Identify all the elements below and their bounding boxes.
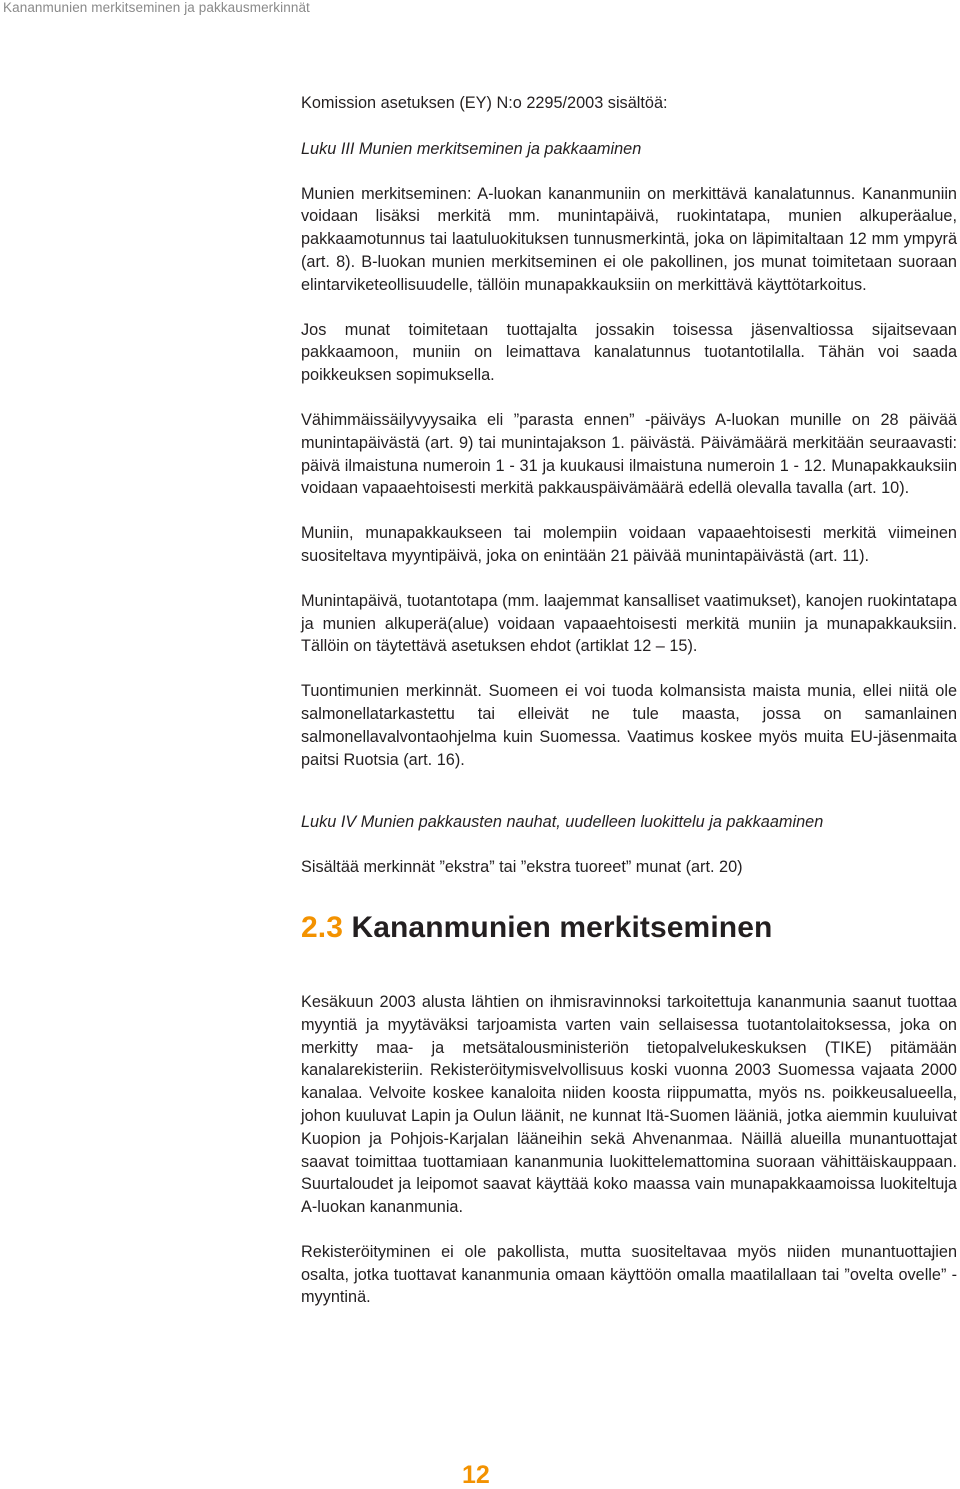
chapter-4-heading: Luku IV Munien pakkausten nauhat, uudelleen luokittelu ja pakkaaminen — [301, 813, 824, 832]
paragraph-registration-optional: Rekisteröityminen ei ole pakollista, mutta suositeltavaa myös niiden munantuottajien osalta, jotka tuottavat kananmunia omaan käyttöön omalla maatilallaan tai ”ovelta ovelle” -myyntinä. — [301, 1242, 957, 1307]
document-body — [301, 92, 957, 1309]
section-title-text: Kananmunien merkitseminen — [343, 910, 773, 944]
lead-text: Komission asetuksen (EY) N:o 2295/2003 sisältöä: — [301, 94, 668, 112]
paragraph-packing-abroad: Jos munat toimitetaan tuottajalta jossakin toisessa jäsenvaltiossa sijaitsevaan pakkaamoon, muniin on leimattava kanalatunnus tuotantotilalla. Tähän voi saada poikkeuksen sopimuksella. — [301, 320, 957, 385]
section-title — [301, 908, 957, 948]
section-number: 2.3 — [301, 910, 344, 944]
paragraph-registration: Kesäkuun 2003 alusta lähtien on ihmisravinnoksi tarkoitettuja kananmunia saanut tuottaa myyntiä ja myytäväksi tarjoamista varten vain sellaisessa tuotantolaitoksessa, joka on merkitty maa- ja metsätalousministeriön tietopalvelukeskuksen (TIKE) pitämään kanalarekisteriin. Rekisteröitymisvelvollisuus koski vuonna 2003 Suomessa vajaata 2000 kanalaa. Velvoite koskee kanaloita niiden koosta riippumatta, myös ns. poikkeusalueella, johon kuuluvat Lapin ja Oulun läänit, ne kunnat Itä-Suomen lääniä, jotka aiemmin kuuluivat Kuopion ja Pohjois-Karjalan lääneihin sekä Ahvenanmaa. Näillä alueilla munantuottajat saavat toimittaa tuottamiaan kananmunia luokittelemattomina suoraan vähittäiskauppaan. Suurtaloudet ja leipomot saavat käyttää koko maassa vain munapakkaamoissa luokiteltuja A-luokan kananmunia. — [301, 992, 957, 1217]
paragraph-sell-by: Muniin, munapakkaukseen tai molempiin voidaan vapaaehtoisesti merkitä viimeinen suositeltava myyntipäivä, joka on enintään 21 päivää munintapäivästä (art. 11). — [301, 524, 957, 565]
paragraph-imports: Tuontimunien merkinnät. Suomeen ei voi tuoda kolmansista maista munia, ellei niitä ole salmonellatarkastettu tai elleivät ne tule maasta, jossa on samanlainen salmonellavalvontaohjelma kuin Suomessa. Vaatimus koskee myös muita EU-jäsenmaita paitsi Ruotsia (art. 16). — [301, 682, 957, 769]
running-header: Kananmunien merkitseminen ja pakkausmerkinnät — [3, 0, 310, 15]
page-number: 12 — [462, 1461, 490, 1489]
chapter-3-heading: Luku III Munien merkitseminen ja pakkaaminen — [301, 139, 642, 158]
paragraph-best-before: Vähimmäissäilyvyysaika eli ”parasta ennen” -päiväys A-luokan munille on 28 päivää munintapäivästä (art. 9) tai munintajakson 1. päivästä. Päivämäärä merkitään seuraavasti: päivä ilmaistuna numeroin 1 - 31 ja kuukausi ilmaistuna numeroin 1 - 12. Munapakkauksiin voidaan vapaaehtoisesti merkitä pakkauspäivämäärä edellä olevalla tavalla (art. 10). — [301, 410, 957, 498]
paragraph-extra-fresh: Sisältää merkinnät ”ekstra” tai ”ekstra tuoreet” munat (art. 20) — [301, 858, 743, 877]
paragraph-voluntary-marking: Munintapäivä, tuotantotapa (mm. laajemmat kansalliset vaatimukset), kanojen ruokintatapa ja munien alkuperä(alue) voidaan vapaaehtoisesti merkitä muniin ja munapakkauksiin. Tällöin on täytettävä asetuksen ehdot (artiklat 12 – 15). — [301, 591, 957, 656]
paragraph-marking: Munien merkitseminen: A-luokan kananmuniin on merkittävä kanalatunnus. Kananmuniin voidaan lisäksi merkitä mm. munintapäivä, ruokintatapa, munien alkuperäalue, pakkaamotunnus tai laatuluokituksen tunnusmerkintä, joka on läpimitaltaan 12 mm ympyrä (art. 8). B-luokan munien merkitseminen ei ole pakollinen, jos munat toimitetaan suoraan elintarviketeollisuudelle, tällöin munapakkauksiin on merkittävä käyttötarkoitus. — [301, 184, 957, 294]
